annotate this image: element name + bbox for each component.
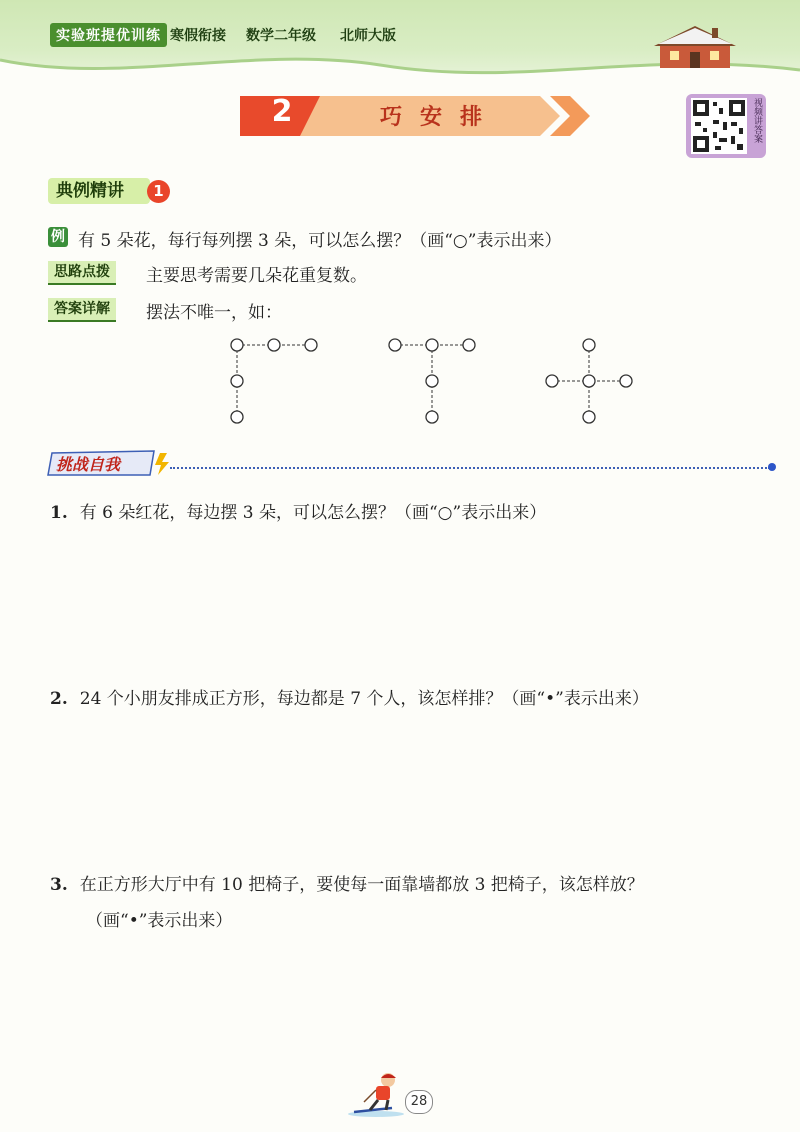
- section-label: 典例精讲: [48, 178, 150, 204]
- flower-arrangement-diagram: [225, 335, 345, 425]
- series-label: 实验班提优训练: [50, 23, 167, 47]
- question-number: 3.: [50, 875, 68, 895]
- challenge-divider: [170, 467, 770, 469]
- house-icon: [650, 22, 740, 72]
- qr-code-icon[interactable]: [691, 98, 747, 154]
- answer-text: 摆法不唯一，如：: [146, 303, 282, 323]
- answer-tag: 答案详解: [48, 298, 116, 322]
- question-text: 在正方形大厅中有 10 把椅子，要使每一面靠墙都放 3 把椅子，该怎样放？: [79, 875, 644, 895]
- lesson-number: 2: [271, 94, 293, 129]
- question-number: 2.: [50, 689, 68, 709]
- challenge-header: [46, 449, 176, 477]
- divider-dot-icon: [768, 463, 776, 471]
- question-2: [50, 684, 649, 709]
- question-number: 1.: [50, 503, 68, 523]
- page-number: 28: [405, 1090, 433, 1114]
- header-subtitle: 寒假衔接: [170, 28, 226, 44]
- header-subject: 数学二年级: [246, 28, 316, 44]
- question-text: 24 个小朋友排成正方形，每边都是 7 个人，该怎样排？（画“•”表示出来）: [79, 689, 649, 709]
- example-text: 有 5 朵花，每行每列摆 3 朵，可以怎么摆？（画“○”表示出来）: [78, 231, 562, 251]
- qr-panel[interactable]: [686, 94, 766, 158]
- qr-label: 视频讲答案: [752, 98, 762, 143]
- question-text: 有 6 朵红花，每边摆 3 朵，可以怎么摆？（画“○”表示出来）: [79, 503, 547, 523]
- header-edition: 北师大版: [340, 28, 396, 44]
- section-number-badge: 1: [147, 180, 170, 203]
- question-3: [50, 870, 644, 895]
- flower-arrangement-diagram: [383, 335, 503, 425]
- hint-tag: 思路点拨: [48, 261, 116, 285]
- example-badge: 例: [48, 227, 68, 247]
- question-1: [50, 498, 546, 523]
- flower-arrangement-diagram: [540, 335, 660, 425]
- challenge-label: 挑战自我: [56, 455, 121, 474]
- question-3-line2: （画“•”表示出来）: [86, 911, 233, 931]
- hint-text: 主要思考需要几朵花重复数。: [146, 266, 367, 286]
- lesson-title: 巧安排: [379, 105, 500, 130]
